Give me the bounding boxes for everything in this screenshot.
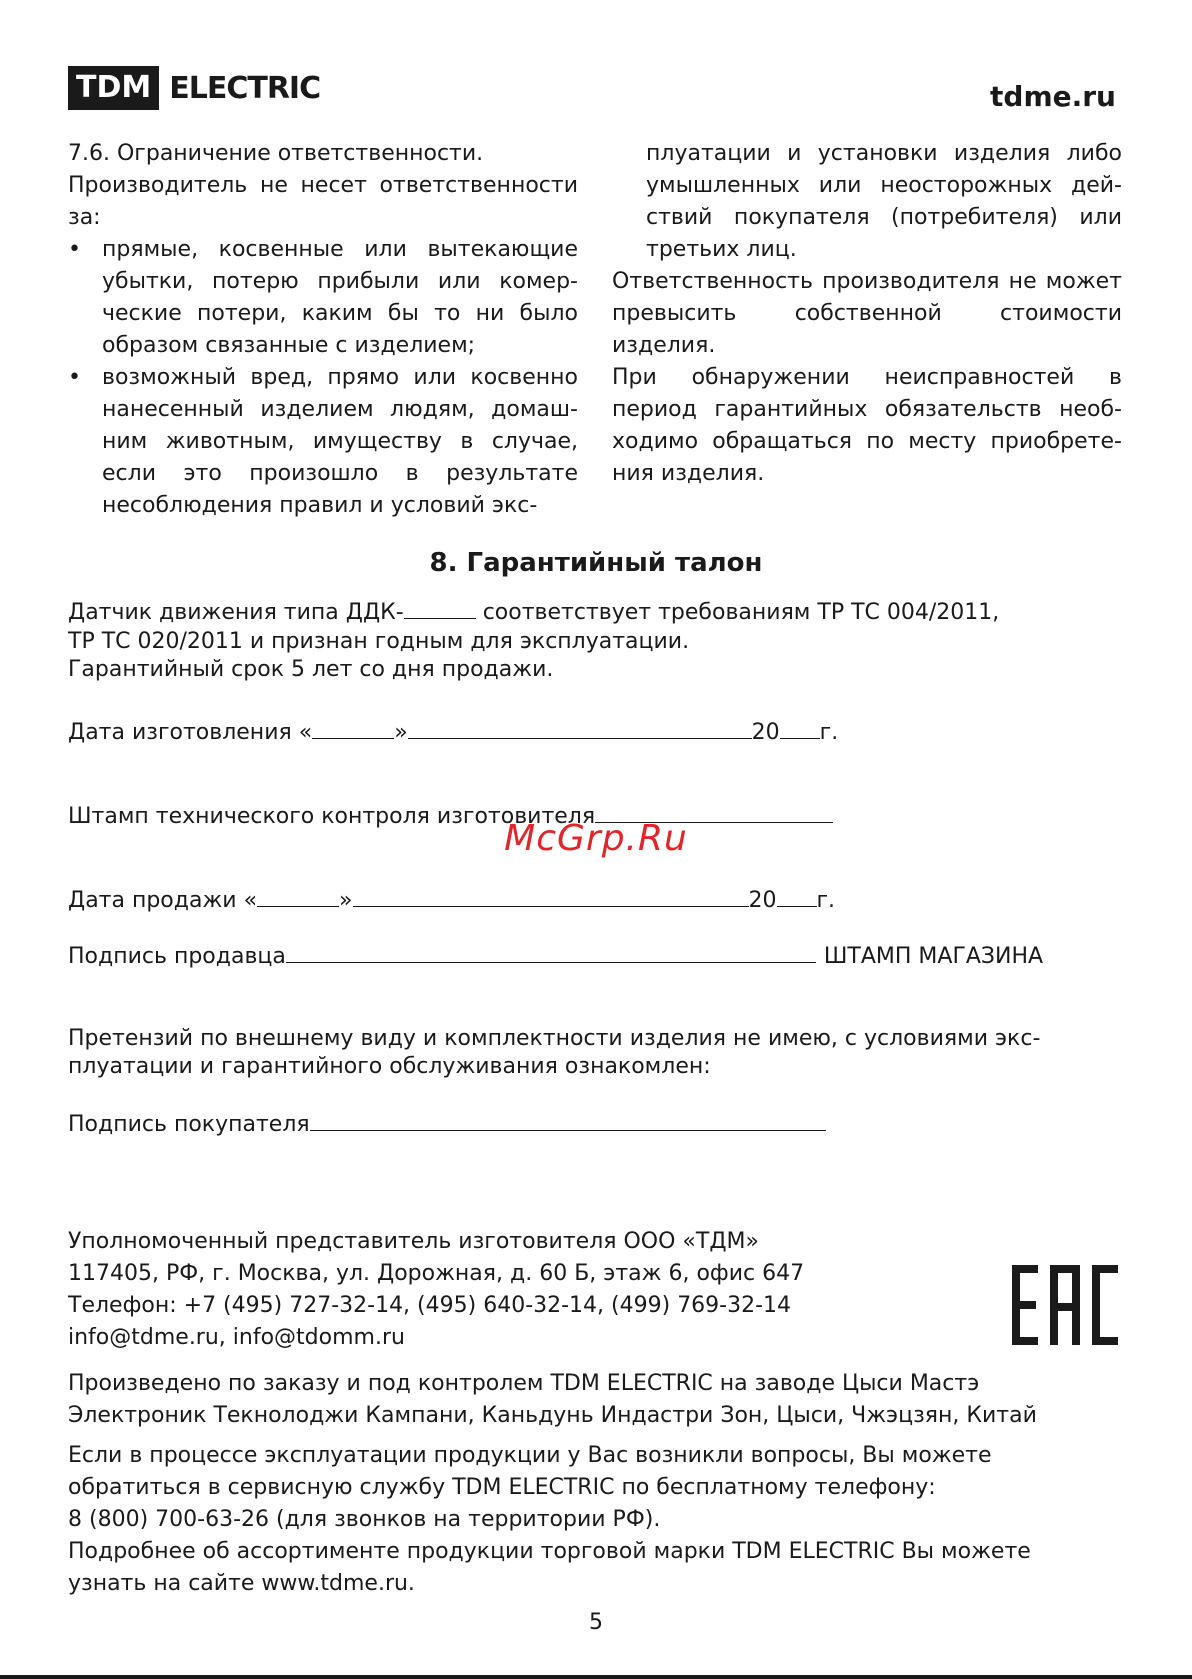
manufacture-date-row [68, 716, 838, 747]
service-line-4: Подробнее об ассортименте продукции торговой марки TDM ELECTRIC Вы можете [68, 1539, 1031, 1564]
liability-continuation: плуатации и установки изделия либо умышленных или неосторожных действий покупателя (потребителя) или третьих лиц. [646, 141, 1122, 262]
product-line [68, 596, 999, 627]
buyer-signature-label: Подпись покупателя [68, 1112, 310, 1137]
manufacture-date-label: Дата изготовления « [68, 720, 313, 745]
shop-stamp-label: ШТАМП МАГАЗИНА [823, 944, 1044, 969]
liability-limit: Ответственность производителя не может превысить собственной стоимости изделия. [612, 269, 1122, 358]
service-phone: 8 (800) 700-63-26 (для звонков на территории РФ). [68, 1507, 661, 1532]
produced-line-1: Произведено по заказу и под контролем TDM ELECTRIC на заводе Цыси Мастэ [68, 1371, 980, 1396]
site-url: tdme.ru [990, 80, 1116, 113]
buyer-signature-field[interactable] [310, 1108, 826, 1131]
logo-text: ELECTRIC [169, 70, 321, 106]
product-label: Датчик движения типа ДДК- [68, 600, 404, 625]
warranty-period: Гарантийный срок 5 лет со дня продажи. [68, 657, 554, 682]
service-line-1: Если в процессе эксплуатации продукции у Вас возникли вопросы, Вы можете [68, 1443, 992, 1468]
section-title: 8. Гарантийный талон [429, 548, 763, 578]
right-column [612, 138, 1122, 490]
logo-box: TDM [68, 66, 159, 110]
produced-block [68, 1368, 1037, 1432]
service-block [68, 1440, 1031, 1600]
list-item: • возможный вред, прямо или косвенно нанесенный изделием людям, домашним животным, имуществу в случае, если это произошло в результате несоблюдения правил и условий экс- [68, 362, 578, 522]
quote-close: » [339, 888, 353, 913]
page-number: 5 [589, 1610, 603, 1635]
representative-emails: info@tdme.ru, info@tdomm.ru [68, 1325, 405, 1350]
compliance-line: ТР ТС 020/2011 и признан годным для эксплуатации. [68, 629, 690, 654]
claims-line-2: плуатации и гарантийного обслуживания ознакомлен: [68, 1054, 711, 1079]
manufacture-month-field[interactable] [408, 716, 752, 739]
year-suffix: г. [819, 720, 839, 745]
service-line-5: узнать на сайте www.tdme.ru. [68, 1571, 415, 1596]
year-prefix: 20 [748, 888, 777, 913]
quote-close: » [394, 720, 408, 745]
liability-heading: 7.6. Ограничение ответственности. [68, 141, 484, 166]
liability-list [68, 234, 578, 522]
stamp-label: Штамп технического контроля изготовителя [68, 804, 596, 829]
product-compliance: соответствует требованиям ТР ТС 004/2011, [475, 600, 1000, 625]
left-column [68, 138, 578, 522]
sale-month-field[interactable] [353, 884, 749, 907]
bottom-rule [0, 1675, 1192, 1679]
year-suffix: г. [816, 888, 836, 913]
representative-block [68, 1226, 804, 1354]
service-line-2: обратиться в сервисную службу TDM ELECTRIC по бесплатному телефону: [68, 1475, 936, 1500]
defects-note: При обнаружении неисправностей в период гарантийных обязательств необходимо обращаться по месту приобретения изделия. [612, 365, 1122, 486]
manufacture-day-field[interactable] [312, 716, 394, 739]
representative-name: Уполномоченный представитель изготовителя ООО «ТДМ» [68, 1229, 759, 1254]
representative-address: 117405, РФ, г. Москва, ул. Дорожная, д. 60 Б, этаж 6, офис 647 [68, 1261, 805, 1286]
sale-year-field[interactable] [777, 884, 817, 907]
list-item: • прямые, косвенные или вытекающие убытки, потерю прибыли или комерческие потери, каким бы то ни было образом связанные с изделием; [68, 234, 578, 362]
produced-line-2: Электроник Текнолоджи Кампани, Каньдунь Индастри Зон, Цыси, Чжэцзян, Китай [68, 1403, 1037, 1428]
claims-line-1: Претензий по внешнему виду и комплектности изделия не имею, с условиями экс- [68, 1026, 1041, 1051]
seller-signature-label: Подпись продавца [68, 944, 286, 969]
eac-mark-icon [1012, 1265, 1118, 1345]
manufacture-year-field[interactable] [780, 716, 820, 739]
seller-signature-row [68, 940, 1043, 971]
representative-phones: Телефон: +7 (495) 727-32-14, (495) 640-32-14, (499) 769-32-14 [68, 1293, 792, 1318]
seller-signature-field[interactable] [286, 940, 816, 963]
sale-date-label: Дата продажи « [68, 888, 258, 913]
product-type-field[interactable] [404, 596, 476, 619]
liability-intro: Производитель не несет ответственности за: [68, 173, 578, 230]
buyer-signature-row [68, 1108, 826, 1139]
brand-logo [68, 66, 320, 110]
watermark: McGrp.Ru [504, 818, 688, 859]
sale-date-row [68, 884, 835, 915]
year-prefix: 20 [751, 720, 780, 745]
sale-day-field[interactable] [257, 884, 339, 907]
